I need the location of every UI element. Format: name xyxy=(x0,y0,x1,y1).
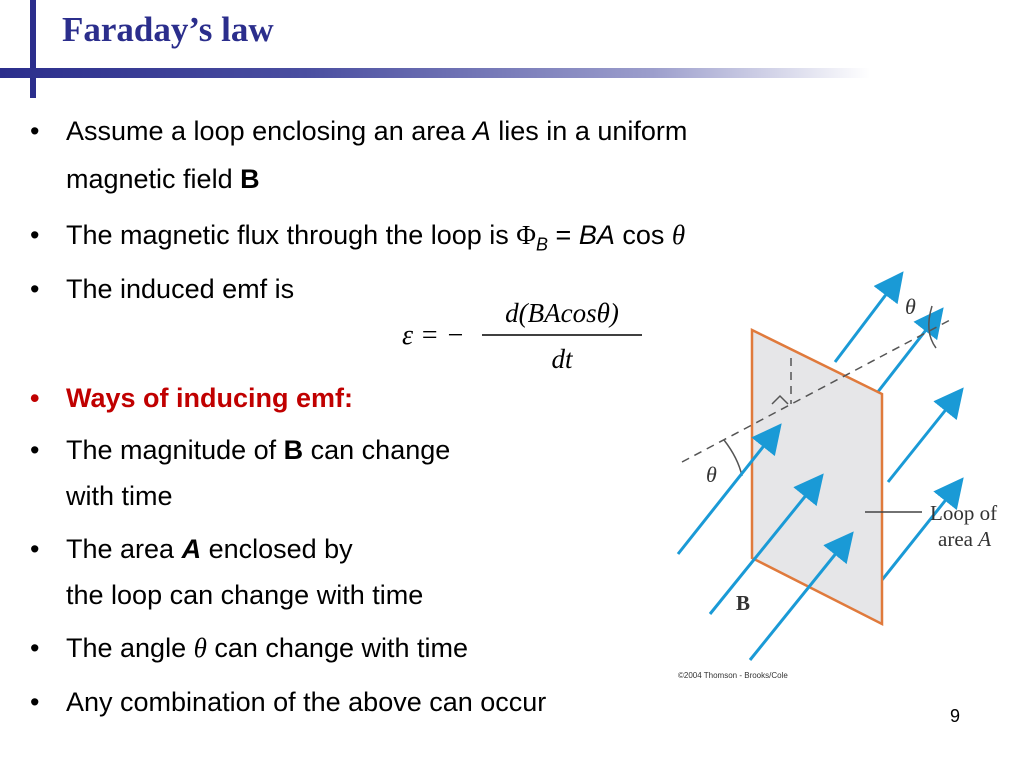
theta-label-top: θ xyxy=(905,294,916,319)
bullet-6-text-a: The area xyxy=(66,534,182,564)
flux-symbol: Φ xyxy=(516,220,537,250)
bullet-dot: • xyxy=(30,220,40,250)
b-field-label: B xyxy=(736,591,751,615)
loop-field-diagram xyxy=(660,262,1024,684)
copyright-text: ©2004 Thomson - Brooks/Cole xyxy=(678,671,788,680)
bullet-dot: • xyxy=(30,687,40,717)
theta-symbol: θ xyxy=(193,633,207,663)
loop-label-text: area xyxy=(938,527,979,551)
bullet-7-text-b: can change with time xyxy=(206,633,468,663)
bullet-5-var: B xyxy=(283,435,304,465)
bullet-4-text: Ways of inducing emf: xyxy=(66,383,354,413)
cos-term: cos xyxy=(614,220,672,250)
bullet-3-text: The induced emf is xyxy=(66,274,295,304)
bullet-8-text: Any combination of the above can occur xyxy=(66,687,547,717)
bullet-1-var-b: B xyxy=(240,164,260,194)
bullet-dot: • xyxy=(30,633,40,663)
field-arrow xyxy=(835,276,900,362)
bullet-dot: • xyxy=(30,274,40,304)
loop-label-line-2 xyxy=(938,527,991,551)
bullet-dot: • xyxy=(30,534,40,564)
induced-emf-formula xyxy=(398,290,648,375)
bullet-dot: • xyxy=(30,383,40,413)
bullet-6-text-b: enclosed by xyxy=(201,534,353,564)
bullet-1-text-a: Assume a loop enclosing an area xyxy=(66,116,473,146)
bullet-dot: • xyxy=(30,116,40,146)
bullet-5-text-b: can change xyxy=(303,435,451,465)
bullet-1-text-b: lies in a uniform xyxy=(490,116,688,146)
bullet-6-var: A xyxy=(181,534,202,564)
bullet-5-text-c: with time xyxy=(66,481,173,511)
theta-symbol: θ xyxy=(671,220,686,250)
bullet-5-text-a: The magnitude of xyxy=(66,435,284,465)
slide-title: Faraday’s law xyxy=(62,10,274,49)
formula-numerator: d(BAcosθ) xyxy=(505,298,619,328)
bullet-2-text: The magnetic flux through the loop is xyxy=(66,220,517,250)
bullet-dot: • xyxy=(30,435,40,465)
theta-label-left: θ xyxy=(706,462,717,487)
bullet-7-text-a: The angle xyxy=(66,633,194,663)
loop-label-var: A xyxy=(978,527,992,551)
bullet-6-text-c: the loop can change with time xyxy=(66,580,424,610)
ba-term: BA xyxy=(578,220,615,250)
formula-denominator: dt xyxy=(551,344,573,374)
flux-subscript: B xyxy=(536,234,549,255)
loop-label-line-1: Loop of xyxy=(930,501,998,525)
formula-lhs: ε = − xyxy=(402,320,465,351)
equals-sign: = xyxy=(548,220,579,250)
bullet-1-var-a: A xyxy=(472,116,491,146)
page-number: 9 xyxy=(950,706,961,726)
angle-arc-left xyxy=(724,440,742,476)
loop-plate xyxy=(752,330,882,624)
bullet-1-text-c: magnetic field xyxy=(66,164,241,194)
field-arrow xyxy=(888,392,960,482)
